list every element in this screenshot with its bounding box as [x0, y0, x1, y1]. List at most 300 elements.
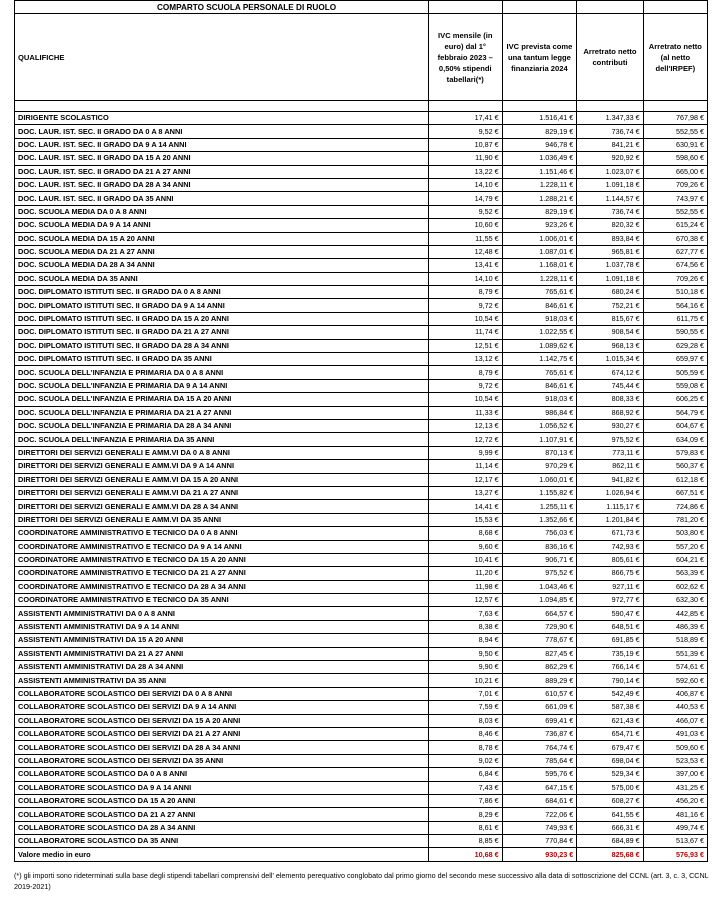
- ivc-prevista-cell: 1.228,11 €: [502, 178, 577, 191]
- qualifica-cell: COLLABORATORE SCOLASTICO DEI SERVIZI DA 0 A 8 ANNI: [15, 687, 429, 700]
- ivc-mensile-cell: 9,72 €: [428, 379, 502, 392]
- qualifica-cell: DOC. LAUR. IST. SEC. II GRADO DA 0 A 8 ANNI: [15, 125, 429, 138]
- arretrato-contributi-cell: 941,82 €: [577, 473, 643, 486]
- qualifica-cell: DOC. LAUR. IST. SEC. II GRADO DA 35 ANNI: [15, 192, 429, 205]
- ivc-mensile-cell: 12,17 €: [428, 473, 502, 486]
- total-value: 576,93 €: [643, 848, 707, 861]
- qualifica-cell: COLLABORATORE SCOLASTICO DEI SERVIZI DA 28 A 34 ANNI: [15, 741, 429, 754]
- qualifica-cell: DOC. LAUR. IST. SEC. II GRADO DA 9 A 14 ANNI: [15, 138, 429, 151]
- arretrato-irpef-cell: 456,20 €: [643, 794, 707, 807]
- arretrato-contributi-cell: 1.144,57 €: [577, 192, 643, 205]
- ivc-mensile-cell: 12,51 €: [428, 339, 502, 352]
- table-row: [15, 661, 708, 674]
- arretrato-contributi-cell: 862,11 €: [577, 460, 643, 473]
- arretrato-contributi-cell: 927,11 €: [577, 580, 643, 593]
- table-row: [15, 433, 708, 446]
- qualifica-cell: DOC. SCUOLA DELL'INFANZIA E PRIMARIA DA 9 A 14 ANNI: [15, 379, 429, 392]
- arretrato-contributi-cell: 674,12 €: [577, 366, 643, 379]
- qualifica-cell: DOC. SCUOLA MEDIA DA 15 A 20 ANNI: [15, 232, 429, 245]
- arretrato-irpef-cell: 743,97 €: [643, 192, 707, 205]
- ivc-mensile-cell: 12,57 €: [428, 594, 502, 607]
- footnote: (*) gli importi sono rideterminati sulla base degli stipendi tabellari comprensivi dell' elemento perequativo conglobato dal primo giorno del secondo mese successivo alla data di sottoscrizione del CCNL (art. 3, c. 3, CCNL 2019-2021): [14, 870, 709, 891]
- ivc-prevista-cell: 684,61 €: [502, 794, 577, 807]
- arretrato-contributi-cell: 1.091,18 €: [577, 272, 643, 285]
- table-title-row: [15, 1, 708, 14]
- arretrato-contributi-cell: 648,51 €: [577, 620, 643, 633]
- arretrato-contributi-cell: 965,81 €: [577, 245, 643, 258]
- qualifica-cell: DOC. LAUR. IST. SEC. II GRADO DA 15 A 20 ANNI: [15, 152, 429, 165]
- arretrato-irpef-cell: 564,16 €: [643, 299, 707, 312]
- table-row: [15, 232, 708, 245]
- arretrato-irpef-cell: 505,59 €: [643, 366, 707, 379]
- ivc-prevista-cell: 946,78 €: [502, 138, 577, 151]
- qualifica-cell: COLLABORATORE SCOLASTICO DA 28 A 34 ANNI: [15, 821, 429, 834]
- qualifica-cell: DOC. SCUOLA MEDIA DA 9 A 14 ANNI: [15, 219, 429, 232]
- ivc-mensile-cell: 11,33 €: [428, 406, 502, 419]
- arretrato-irpef-cell: 781,20 €: [643, 513, 707, 526]
- ivc-prevista-cell: 1.142,75 €: [502, 353, 577, 366]
- arretrato-irpef-cell: 406,87 €: [643, 687, 707, 700]
- qualifica-cell: ASSISTENTI AMMINISTRATIVI DA 28 A 34 ANNI: [15, 661, 429, 674]
- header-ivc-prevista: IVC prevista come una tantum legge finanziaria 2024: [502, 14, 577, 101]
- ivc-prevista-cell: 770,84 €: [502, 835, 577, 848]
- ivc-mensile-cell: 8,85 €: [428, 835, 502, 848]
- qualifica-cell: DOC. SCUOLA MEDIA DA 0 A 8 ANNI: [15, 205, 429, 218]
- table-row: [15, 647, 708, 660]
- arretrato-contributi-cell: 866,75 €: [577, 567, 643, 580]
- arretrato-irpef-cell: 560,37 €: [643, 460, 707, 473]
- qualifica-cell: ASSISTENTI AMMINISTRATIVI DA 35 ANNI: [15, 674, 429, 687]
- table-row: [15, 540, 708, 553]
- ivc-prevista-cell: 870,13 €: [502, 446, 577, 459]
- table-row: [15, 326, 708, 339]
- qualifica-cell: DIRETTORI DEI SERVIZI GENERALI E AMM.VI DA 21 A 27 ANNI: [15, 486, 429, 499]
- total-value: 825,68 €: [577, 848, 643, 861]
- total-value: 10,68 €: [428, 848, 502, 861]
- ivc-mensile-cell: 13,22 €: [428, 165, 502, 178]
- ivc-mensile-cell: 9,02 €: [428, 754, 502, 767]
- table-row: [15, 553, 708, 566]
- arretrato-contributi-cell: 621,43 €: [577, 714, 643, 727]
- ivc-prevista-cell: 1.255,11 €: [502, 500, 577, 513]
- ivc-mensile-cell: 11,98 €: [428, 580, 502, 593]
- ivc-prevista-cell: 836,16 €: [502, 540, 577, 553]
- ivc-mensile-cell: 7,86 €: [428, 794, 502, 807]
- ivc-mensile-cell: 10,60 €: [428, 219, 502, 232]
- ivc-mensile-cell: 8,79 €: [428, 286, 502, 299]
- arretrato-irpef-cell: 659,97 €: [643, 353, 707, 366]
- ivc-mensile-cell: 11,20 €: [428, 567, 502, 580]
- table-row: [15, 808, 708, 821]
- ivc-mensile-cell: 7,59 €: [428, 701, 502, 714]
- ivc-mensile-cell: 10,41 €: [428, 553, 502, 566]
- arretrato-irpef-cell: 632,30 €: [643, 594, 707, 607]
- ivc-mensile-cell: 8,38 €: [428, 620, 502, 633]
- arretrato-irpef-cell: 557,20 €: [643, 540, 707, 553]
- table-row: [15, 794, 708, 807]
- arretrato-irpef-cell: 615,24 €: [643, 219, 707, 232]
- ivc-mensile-cell: 15,53 €: [428, 513, 502, 526]
- arretrato-irpef-cell: 518,89 €: [643, 634, 707, 647]
- arretrato-contributi-cell: 529,34 €: [577, 768, 643, 781]
- ivc-prevista-cell: 1.087,01 €: [502, 245, 577, 258]
- ivc-prevista-cell: 1.516,41 €: [502, 112, 577, 125]
- ivc-prevista-cell: 756,03 €: [502, 527, 577, 540]
- ivc-mensile-cell: 9,52 €: [428, 205, 502, 218]
- arretrato-contributi-cell: 641,55 €: [577, 808, 643, 821]
- ivc-prevista-cell: 846,61 €: [502, 379, 577, 392]
- arretrato-irpef-cell: 667,51 €: [643, 486, 707, 499]
- arretrato-irpef-cell: 551,39 €: [643, 647, 707, 660]
- ivc-mensile-cell: 11,55 €: [428, 232, 502, 245]
- qualifica-cell: COORDINATORE AMMINISTRATIVO E TECNICO DA 35 ANNI: [15, 594, 429, 607]
- arretrato-irpef-cell: 509,60 €: [643, 741, 707, 754]
- arretrato-contributi-cell: 920,92 €: [577, 152, 643, 165]
- arretrato-contributi-cell: 575,00 €: [577, 781, 643, 794]
- arretrato-contributi-cell: 745,44 €: [577, 379, 643, 392]
- ivc-mensile-cell: 9,52 €: [428, 125, 502, 138]
- ivc-prevista-cell: 765,61 €: [502, 286, 577, 299]
- total-value: 930,23 €: [502, 848, 577, 861]
- arretrato-irpef-cell: 564,79 €: [643, 406, 707, 419]
- ivc-mensile-cell: 10,54 €: [428, 312, 502, 325]
- ivc-prevista-cell: 1.089,62 €: [502, 339, 577, 352]
- ivc-mensile-cell: 12,13 €: [428, 419, 502, 432]
- table-row: [15, 607, 708, 620]
- ivc-prevista-cell: 1.168,01 €: [502, 259, 577, 272]
- ivc-mensile-cell: 6,84 €: [428, 768, 502, 781]
- ivc-mensile-cell: 13,41 €: [428, 259, 502, 272]
- table-row: [15, 406, 708, 419]
- ivc-prevista-cell: 1.056,52 €: [502, 419, 577, 432]
- arretrato-contributi-cell: 1.201,84 €: [577, 513, 643, 526]
- ivc-mensile-cell: 8,68 €: [428, 527, 502, 540]
- arretrato-irpef-cell: 579,83 €: [643, 446, 707, 459]
- ivc-prevista-cell: 778,67 €: [502, 634, 577, 647]
- arretrato-contributi-cell: 1.023,07 €: [577, 165, 643, 178]
- ivc-prevista-cell: 736,87 €: [502, 727, 577, 740]
- ivc-mensile-cell: 8,94 €: [428, 634, 502, 647]
- ivc-mensile-cell: 9,50 €: [428, 647, 502, 660]
- ivc-prevista-cell: 975,52 €: [502, 567, 577, 580]
- qualifica-cell: COLLABORATORE SCOLASTICO DEI SERVIZI DA 9 A 14 ANNI: [15, 701, 429, 714]
- ivc-mensile-cell: 11,14 €: [428, 460, 502, 473]
- table-row: [15, 835, 708, 848]
- qualifica-cell: DOC. DIPLOMATO ISTITUTI SEC. II GRADO DA 0 A 8 ANNI: [15, 286, 429, 299]
- arretrato-contributi-cell: 698,04 €: [577, 754, 643, 767]
- ivc-prevista-cell: 889,29 €: [502, 674, 577, 687]
- ivc-prevista-cell: 918,03 €: [502, 312, 577, 325]
- arretrato-contributi-cell: 766,14 €: [577, 661, 643, 674]
- ivc-mensile-cell: 14,10 €: [428, 272, 502, 285]
- qualifica-cell: DOC. SCUOLA MEDIA DA 21 A 27 ANNI: [15, 245, 429, 258]
- arretrato-contributi-cell: 735,19 €: [577, 647, 643, 660]
- arretrato-irpef-cell: 442,85 €: [643, 607, 707, 620]
- arretrato-irpef-cell: 491,03 €: [643, 727, 707, 740]
- ivc-prevista-cell: 764,74 €: [502, 741, 577, 754]
- arretrato-contributi-cell: 736,74 €: [577, 125, 643, 138]
- table-row: [15, 446, 708, 459]
- arretrato-irpef-cell: 510,18 €: [643, 286, 707, 299]
- qualifica-cell: COORDINATORE AMMINISTRATIVO E TECNICO DA 28 A 34 ANNI: [15, 580, 429, 593]
- qualifica-cell: DOC. SCUOLA DELL'INFANZIA E PRIMARIA DA 15 A 20 ANNI: [15, 393, 429, 406]
- arretrato-irpef-cell: 630,91 €: [643, 138, 707, 151]
- ivc-prevista-cell: 785,64 €: [502, 754, 577, 767]
- ivc-prevista-cell: 765,61 €: [502, 366, 577, 379]
- arretrato-contributi-cell: 930,27 €: [577, 419, 643, 432]
- arretrato-irpef-cell: 503,80 €: [643, 527, 707, 540]
- table-row: [15, 674, 708, 687]
- ivc-prevista-cell: 664,57 €: [502, 607, 577, 620]
- table-row: [15, 460, 708, 473]
- ivc-prevista-cell: 1.060,01 €: [502, 473, 577, 486]
- ivc-mensile-cell: 8,03 €: [428, 714, 502, 727]
- ivc-mensile-cell: 12,72 €: [428, 433, 502, 446]
- arretrato-irpef-cell: 612,18 €: [643, 473, 707, 486]
- arretrato-contributi-cell: 1.347,33 €: [577, 112, 643, 125]
- qualifica-cell: DOC. DIPLOMATO ISTITUTI SEC. II GRADO DA 9 A 14 ANNI: [15, 299, 429, 312]
- arretrato-irpef-cell: 481,16 €: [643, 808, 707, 821]
- ivc-prevista-cell: 722,06 €: [502, 808, 577, 821]
- ivc-prevista-cell: 1.006,01 €: [502, 232, 577, 245]
- arretrato-irpef-cell: 602,62 €: [643, 580, 707, 593]
- arretrato-irpef-cell: 563,39 €: [643, 567, 707, 580]
- table-row: [15, 125, 708, 138]
- table-row: [15, 781, 708, 794]
- ivc-mensile-cell: 10,54 €: [428, 393, 502, 406]
- arretrato-contributi-cell: 1.026,94 €: [577, 486, 643, 499]
- arretrato-contributi-cell: 684,89 €: [577, 835, 643, 848]
- arretrato-irpef-cell: 397,00 €: [643, 768, 707, 781]
- qualifica-cell: DOC. DIPLOMATO ISTITUTI SEC. II GRADO DA 35 ANNI: [15, 353, 429, 366]
- arretrato-contributi-cell: 1.037,78 €: [577, 259, 643, 272]
- table-row: [15, 138, 708, 151]
- qualifica-cell: COORDINATORE AMMINISTRATIVO E TECNICO DA 0 A 8 ANNI: [15, 527, 429, 540]
- qualifica-cell: ASSISTENTI AMMINISTRATIVI DA 0 A 8 ANNI: [15, 607, 429, 620]
- qualifica-cell: COORDINATORE AMMINISTRATIVO E TECNICO DA 15 A 20 ANNI: [15, 553, 429, 566]
- qualifica-cell: COLLABORATORE SCOLASTICO DA 21 A 27 ANNI: [15, 808, 429, 821]
- header-qualifiche: QUALIFICHE: [15, 14, 429, 101]
- qualifica-cell: DOC. DIPLOMATO ISTITUTI SEC. II GRADO DA 21 A 27 ANNI: [15, 326, 429, 339]
- ivc-prevista-cell: 661,09 €: [502, 701, 577, 714]
- table-row: [15, 727, 708, 740]
- arretrato-contributi-cell: 841,21 €: [577, 138, 643, 151]
- table-row: [15, 393, 708, 406]
- ivc-mensile-cell: 9,60 €: [428, 540, 502, 553]
- ivc-mensile-cell: 7,63 €: [428, 607, 502, 620]
- ivc-prevista-cell: 647,15 €: [502, 781, 577, 794]
- ivc-mensile-cell: 7,01 €: [428, 687, 502, 700]
- arretrato-contributi-cell: 679,47 €: [577, 741, 643, 754]
- table-row: [15, 486, 708, 499]
- table-row: [15, 205, 708, 218]
- ivc-mensile-cell: 9,99 €: [428, 446, 502, 459]
- ivc-prevista-cell: 923,26 €: [502, 219, 577, 232]
- ivc-prevista-cell: 1.151,46 €: [502, 165, 577, 178]
- ivc-prevista-cell: 595,76 €: [502, 768, 577, 781]
- ivc-mensile-cell: 7,43 €: [428, 781, 502, 794]
- qualifica-cell: COLLABORATORE SCOLASTICO DEI SERVIZI DA 15 A 20 ANNI: [15, 714, 429, 727]
- table-row: [15, 821, 708, 834]
- arretrato-irpef-cell: 665,00 €: [643, 165, 707, 178]
- table-row: [15, 580, 708, 593]
- table-row: [15, 741, 708, 754]
- qualifica-cell: DOC. LAUR. IST. SEC. II GRADO DA 28 A 34 ANNI: [15, 178, 429, 191]
- qualifica-cell: ASSISTENTI AMMINISTRATIVI DA 15 A 20 ANNI: [15, 634, 429, 647]
- arretrato-contributi-cell: 666,31 €: [577, 821, 643, 834]
- qualifica-cell: DIRETTORI DEI SERVIZI GENERALI E AMM.VI DA 28 A 34 ANNI: [15, 500, 429, 513]
- table-row: [15, 419, 708, 432]
- arretrato-irpef-cell: 574,61 €: [643, 661, 707, 674]
- arretrato-irpef-cell: 724,86 €: [643, 500, 707, 513]
- ivc-prevista-cell: 862,29 €: [502, 661, 577, 674]
- arretrato-irpef-cell: 513,67 €: [643, 835, 707, 848]
- arretrato-contributi-cell: 587,38 €: [577, 701, 643, 714]
- ivc-prevista-cell: 986,84 €: [502, 406, 577, 419]
- arretrato-contributi-cell: 790,14 €: [577, 674, 643, 687]
- table-row: [15, 245, 708, 258]
- qualifica-cell: ASSISTENTI AMMINISTRATIVI DA 21 A 27 ANNI: [15, 647, 429, 660]
- arretrato-irpef-cell: 629,28 €: [643, 339, 707, 352]
- arretrato-irpef-cell: 767,98 €: [643, 112, 707, 125]
- qualifica-cell: DOC. DIPLOMATO ISTITUTI SEC. II GRADO DA 15 A 20 ANNI: [15, 312, 429, 325]
- table-title: COMPARTO SCUOLA PERSONALE DI RUOLO: [15, 1, 429, 14]
- table-row: [15, 701, 708, 714]
- ivc-prevista-cell: 906,71 €: [502, 553, 577, 566]
- ivc-mensile-cell: 13,12 €: [428, 353, 502, 366]
- ivc-prevista-cell: 1.228,11 €: [502, 272, 577, 285]
- table-row: [15, 473, 708, 486]
- ivc-prevista-cell: 1.107,91 €: [502, 433, 577, 446]
- qualifica-cell: DOC. DIPLOMATO ISTITUTI SEC. II GRADO DA 28 A 34 ANNI: [15, 339, 429, 352]
- ivc-mensile-cell: 10,87 €: [428, 138, 502, 151]
- qualifica-cell: DOC. SCUOLA DELL'INFANZIA E PRIMARIA DA 0 A 8 ANNI: [15, 366, 429, 379]
- ivc-mensile-cell: 14,10 €: [428, 178, 502, 191]
- table-row: [15, 152, 708, 165]
- table-row: [15, 219, 708, 232]
- ivc-prevista-cell: 729,90 €: [502, 620, 577, 633]
- arretrato-irpef-cell: 440,53 €: [643, 701, 707, 714]
- arretrato-irpef-cell: 670,38 €: [643, 232, 707, 245]
- qualifica-cell: DIRETTORI DEI SERVIZI GENERALI E AMM.VI DA 35 ANNI: [15, 513, 429, 526]
- table-row: [15, 339, 708, 352]
- arretrato-contributi-cell: 868,92 €: [577, 406, 643, 419]
- arretrato-irpef-cell: 486,39 €: [643, 620, 707, 633]
- table-row: [15, 353, 708, 366]
- qualifica-cell: DOC. SCUOLA DELL'INFANZIA E PRIMARIA DA 21 A 27 ANNI: [15, 406, 429, 419]
- arretrato-irpef-cell: 552,55 €: [643, 205, 707, 218]
- arretrato-irpef-cell: 604,67 €: [643, 419, 707, 432]
- qualifica-cell: COLLABORATORE SCOLASTICO DA 35 ANNI: [15, 835, 429, 848]
- header-arretrato-netto-contributi: Arretrato netto contributi: [577, 14, 643, 101]
- total-row: [15, 848, 708, 861]
- ivc-prevista-cell: 918,03 €: [502, 393, 577, 406]
- table-row: [15, 500, 708, 513]
- table-row: [15, 259, 708, 272]
- arretrato-contributi-cell: 972,77 €: [577, 594, 643, 607]
- qualifica-cell: DOC. SCUOLA MEDIA DA 28 A 34 ANNI: [15, 259, 429, 272]
- arretrato-contributi-cell: 654,71 €: [577, 727, 643, 740]
- arretrato-irpef-cell: 592,60 €: [643, 674, 707, 687]
- arretrato-contributi-cell: 542,49 €: [577, 687, 643, 700]
- table-row: [15, 379, 708, 392]
- ivc-prevista-cell: 846,61 €: [502, 299, 577, 312]
- table-row: [15, 366, 708, 379]
- ivc-prevista-cell: 829,19 €: [502, 205, 577, 218]
- arretrato-contributi-cell: 680,24 €: [577, 286, 643, 299]
- ivc-mensile-cell: 8,46 €: [428, 727, 502, 740]
- ivc-prevista-cell: 749,93 €: [502, 821, 577, 834]
- table-row: [15, 768, 708, 781]
- arretrato-contributi-cell: 975,52 €: [577, 433, 643, 446]
- header-arretrato-netto-irpef: Arretrato netto (al netto dell'IRPEF): [643, 14, 707, 101]
- arretrato-contributi-cell: 608,27 €: [577, 794, 643, 807]
- arretrato-contributi-cell: 808,33 €: [577, 393, 643, 406]
- table-row: [15, 286, 708, 299]
- ivc-prevista-cell: 1.043,46 €: [502, 580, 577, 593]
- ivc-mensile-cell: 12,48 €: [428, 245, 502, 258]
- ivc-mensile-cell: 9,72 €: [428, 299, 502, 312]
- ivc-prevista-cell: 1.022,55 €: [502, 326, 577, 339]
- arretrato-contributi-cell: 815,67 €: [577, 312, 643, 325]
- salary-table-sheet: [14, 0, 714, 892]
- arretrato-contributi-cell: 736,74 €: [577, 205, 643, 218]
- ivc-prevista-cell: 827,45 €: [502, 647, 577, 660]
- arretrato-contributi-cell: 590,47 €: [577, 607, 643, 620]
- qualifica-cell: DOC. SCUOLA MEDIA DA 35 ANNI: [15, 272, 429, 285]
- arretrato-contributi-cell: 691,85 €: [577, 634, 643, 647]
- arretrato-irpef-cell: 559,08 €: [643, 379, 707, 392]
- arretrato-irpef-cell: 499,74 €: [643, 821, 707, 834]
- ivc-mensile-cell: 13,27 €: [428, 486, 502, 499]
- arretrato-irpef-cell: 709,26 €: [643, 178, 707, 191]
- arretrato-irpef-cell: 598,60 €: [643, 152, 707, 165]
- table-row: [15, 192, 708, 205]
- arretrato-contributi-cell: 820,32 €: [577, 219, 643, 232]
- qualifica-cell: COLLABORATORE SCOLASTICO DA 9 A 14 ANNI: [15, 781, 429, 794]
- arretrato-contributi-cell: 1.091,18 €: [577, 178, 643, 191]
- table-header-row: [15, 14, 708, 101]
- ivc-prevista-cell: 1.352,66 €: [502, 513, 577, 526]
- qualifica-cell: COLLABORATORE SCOLASTICO DA 15 A 20 ANNI: [15, 794, 429, 807]
- arretrato-contributi-cell: 805,61 €: [577, 553, 643, 566]
- ivc-prevista-cell: 829,19 €: [502, 125, 577, 138]
- qualifica-cell: COLLABORATORE SCOLASTICO DEI SERVIZI DA 21 A 27 ANNI: [15, 727, 429, 740]
- table-row: [15, 513, 708, 526]
- qualifica-cell: COLLABORATORE SCOLASTICO DEI SERVIZI DA 35 ANNI: [15, 754, 429, 767]
- table-row: [15, 312, 708, 325]
- header-spacer-row: [15, 101, 708, 112]
- arretrato-irpef-cell: 634,09 €: [643, 433, 707, 446]
- table-row: [15, 272, 708, 285]
- arretrato-contributi-cell: 742,93 €: [577, 540, 643, 553]
- arretrato-irpef-cell: 604,21 €: [643, 553, 707, 566]
- arretrato-irpef-cell: 523,53 €: [643, 754, 707, 767]
- ivc-mensile-cell: 8,78 €: [428, 741, 502, 754]
- arretrato-irpef-cell: 709,26 €: [643, 272, 707, 285]
- qualifica-cell: COORDINATORE AMMINISTRATIVO E TECNICO DA 9 A 14 ANNI: [15, 540, 429, 553]
- table-row: [15, 527, 708, 540]
- table-row: [15, 112, 708, 125]
- arretrato-contributi-cell: 1.015,34 €: [577, 353, 643, 366]
- qualifica-cell: COLLABORATORE SCOLASTICO DA 0 A 8 ANNI: [15, 768, 429, 781]
- arretrato-contributi-cell: 671,73 €: [577, 527, 643, 540]
- qualifica-cell: DOC. LAUR. IST. SEC. II GRADO DA 21 A 27 ANNI: [15, 165, 429, 178]
- ivc-mensile-cell: 14,79 €: [428, 192, 502, 205]
- table-row: [15, 634, 708, 647]
- ivc-mensile-cell: 8,61 €: [428, 821, 502, 834]
- table-row: [15, 714, 708, 727]
